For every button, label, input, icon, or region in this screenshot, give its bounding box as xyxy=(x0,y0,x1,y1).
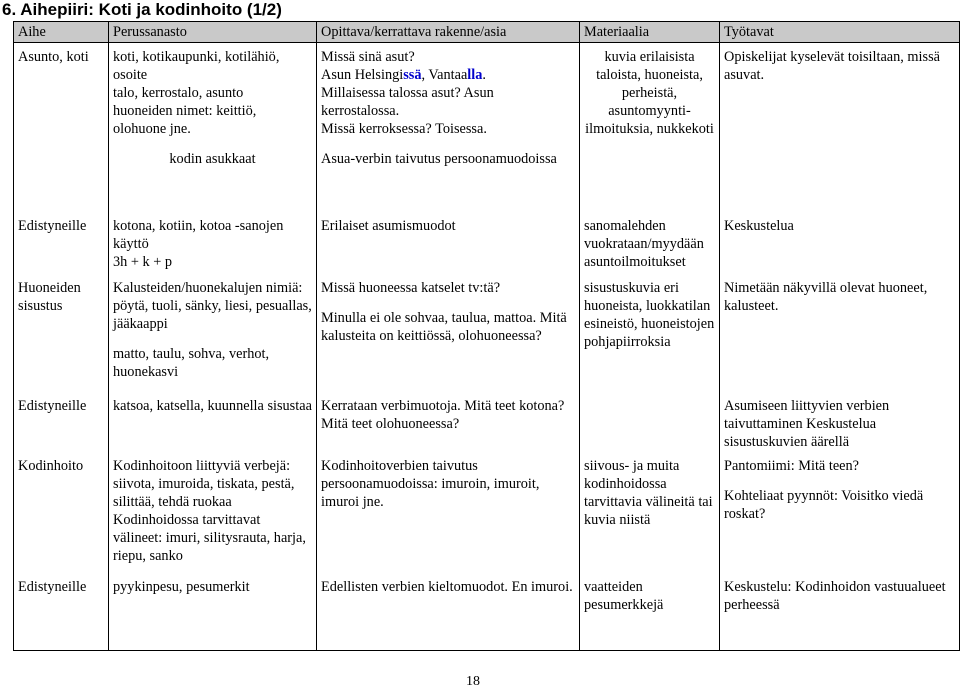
header-rakenne: Opittava/kerrattava rakenne/asia xyxy=(317,22,580,43)
vocabulary-extra: kodin asukkaat xyxy=(169,151,256,167)
methods-extra: Kohteliaat pyynnöt: Voisitko viedä roskat? xyxy=(724,487,924,522)
vocabulary-cell xyxy=(109,214,317,276)
structure-line: Missä sinä asut? xyxy=(321,49,415,65)
row-topic: Edistyneille xyxy=(14,394,109,454)
vocabulary-line: 3h + k + p xyxy=(113,253,173,270)
methods-line: Pantomiimi: Mitä teen? xyxy=(724,457,860,474)
methods-cell: Keskustelu: Kodinhoidon vastuualueet perheessä xyxy=(720,575,960,651)
methods-cell: Opiskelijat kyselevät toisiltaan, missä asuvat. xyxy=(720,43,960,214)
header-perussanasto: Perussanasto xyxy=(109,22,317,43)
methods-cell: Nimetään näkyvillä olevat huoneet, kalusteet. xyxy=(720,276,960,394)
methods-cell xyxy=(720,454,960,575)
vocabulary-extra: matto, taulu, sohva, verhot, huonekasvi xyxy=(113,345,270,380)
structure-ending: lla xyxy=(467,67,483,83)
structure-ending: ssä xyxy=(403,67,422,83)
vocabulary-line: talo, kerrostalo, asunto xyxy=(113,85,244,101)
vocabulary-cell: Kodinhoitoon liittyviä verbejä: siivota, imuroida, tiskata, pestä, silittää, tehdä ruokaa Kodinhoidossa tarvittavat välineet: imuri, silitysrauta, harja, riepu, sanko xyxy=(109,454,317,575)
structure-cell xyxy=(317,276,580,394)
structure-line xyxy=(321,66,575,84)
structure-line: Missä kerroksessa? Toisessa. xyxy=(321,121,487,137)
table-row xyxy=(14,394,960,454)
vocabulary-cell xyxy=(109,43,317,214)
table-row xyxy=(14,575,960,651)
structure-cell xyxy=(317,43,580,214)
material-cell: kuvia erilaisista taloista, huoneista, perheistä, asuntomyynti-ilmoituksia, nukkekoti xyxy=(580,43,720,214)
vocabulary-cell: katsoa, katsella, kuunnella sisustaa xyxy=(109,394,317,454)
methods-cell: Keskustelua xyxy=(720,214,960,276)
structure-extra: Asua-verbin taivutus persoonamuodoissa xyxy=(321,151,557,167)
row-topic: Asunto, koti xyxy=(14,43,109,214)
material-cell: sisustuskuvia eri huoneista, luokkatilan esineistö, huoneistojen pohjapiirroksia xyxy=(580,276,720,394)
header-aihe: Aihe xyxy=(14,22,109,43)
vocabulary-line: koti, kotikaupunki, kotilähiö, osoite xyxy=(113,49,280,83)
row-topic: Edistyneille xyxy=(14,214,109,276)
structure-line: Missä huoneessa katselet tv:tä? xyxy=(321,279,501,296)
structure-cell: Edellisten verbien kieltomuodot. En imuroi. xyxy=(317,575,580,651)
vocabulary-cell: pyykinpesu, pesumerkit xyxy=(109,575,317,651)
structure-cell: Kerrataan verbimuotoja. Mitä teet kotona? Mitä teet olohuoneessa? xyxy=(317,394,580,454)
vocabulary-line: huoneiden nimet: keittiö, olohuone jne. xyxy=(113,103,257,137)
vocabulary-cell xyxy=(109,276,317,394)
table-row xyxy=(14,43,960,214)
header-tyotavat: Työtavat xyxy=(720,22,960,43)
material-cell: sanomalehden vuokrataan/myydään asuntoilmoitukset xyxy=(580,214,720,276)
structure-cell: Kodinhoitoverbien taivutus persoonamuodoissa: imuroin, imuroit, imuroi jne. xyxy=(317,454,580,575)
material-cell: vaatteiden pesumerkkejä xyxy=(580,575,720,651)
structure-text: Asun Helsingi xyxy=(321,67,404,83)
structure-line: Millaisessa talossa asut? Asun kerrostalossa. xyxy=(321,85,494,119)
methods-cell: Asumiseen liittyvien verbien taivuttaminen Keskustelua sisustuskuvien äärellä xyxy=(720,394,960,454)
structure-text: . xyxy=(482,67,486,83)
structure-extra: Minulla ei ole sohvaa, taulua, mattoa. Mitä kalusteita on keittiössä, olohuoneessa? xyxy=(321,309,567,344)
page-title: 6. Aihepiiri: Koti ja kodinhoito (1/2) xyxy=(2,0,282,19)
material-cell xyxy=(580,394,720,454)
table-header-row xyxy=(14,22,960,43)
curriculum-table xyxy=(13,21,960,651)
row-topic: Huoneiden sisustus xyxy=(14,276,109,394)
table-row xyxy=(14,214,960,276)
structure-cell: Erilaiset asumismuodot xyxy=(317,214,580,276)
vocabulary-line: Kalusteiden/huonekalujen nimiä: pöytä, tuoli, sänky, liesi, pesuallas, jääkaappi xyxy=(113,279,312,332)
table-row xyxy=(14,454,960,575)
vocabulary-line: kotona, kotiin, kotoa -sanojen käyttö xyxy=(113,217,284,252)
page-number: 18 xyxy=(466,674,480,689)
header-materiaalia: Materiaalia xyxy=(580,22,720,43)
row-topic: Kodinhoito xyxy=(14,454,109,575)
material-cell: siivous- ja muita kodinhoidossa tarvittavia välineitä tai kuvia niistä xyxy=(580,454,720,575)
row-topic: Edistyneille xyxy=(14,575,109,651)
table-row xyxy=(14,276,960,394)
structure-text: , Vantaa xyxy=(421,67,468,83)
